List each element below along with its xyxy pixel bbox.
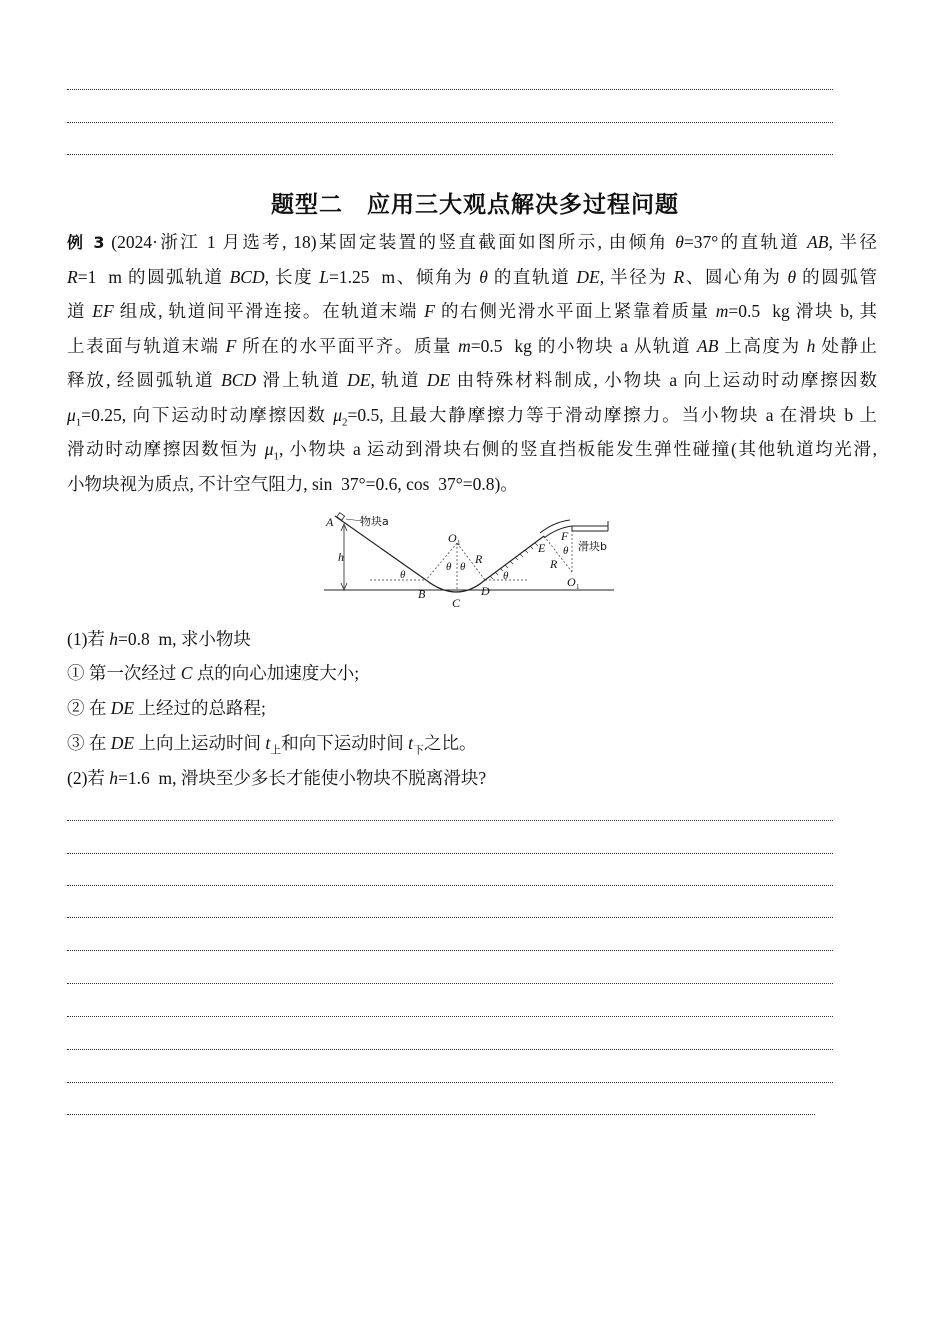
label-theta-right: θ bbox=[503, 570, 509, 582]
section-title: 题型二 应用三大观点解决多过程问题 bbox=[271, 192, 679, 218]
answer-line bbox=[67, 89, 833, 90]
answer-line bbox=[67, 1114, 815, 1115]
answer-line bbox=[67, 1082, 833, 1083]
label-f: F bbox=[561, 529, 569, 543]
label-a: A bbox=[326, 515, 334, 529]
answer-line bbox=[67, 950, 833, 951]
example-line-1: 例 3 (2024·浙江 1 月选考, 18)某固定装置的竖直截面如图所示, 由倾角 θ=37°的直轨道 AB, 半径 bbox=[67, 232, 878, 252]
label-theta-3: θ bbox=[563, 545, 569, 557]
answer-line bbox=[67, 885, 833, 886]
answer-line bbox=[67, 983, 833, 984]
label-theta-2: θ bbox=[460, 561, 466, 573]
example-line-5: 释放, 经圆弧轨道 BCD 滑上轨道 DE, 轨道 DE 由特殊材料制成, 小物块 a 向上运动时动摩擦因数 bbox=[67, 370, 877, 390]
question-1-part-2: ② 在 DE 上经过的总路程; bbox=[67, 698, 266, 718]
question-1-part-3: ③ 在 DE 上向上运动时间 $t_上$和向下运动时间 $t_下$之比。 bbox=[67, 733, 477, 757]
question-1: (1)若 h=0.8 m, 求小物块 bbox=[67, 629, 251, 649]
answer-line bbox=[67, 1049, 833, 1050]
answer-line bbox=[67, 820, 833, 821]
answer-line bbox=[67, 122, 833, 123]
example-line-6: $\mu_1=0.25$, 向下运动时动摩擦因数 $\mu_2=0.5$, 且最大静摩擦力等于滑动摩擦力。当小物块 a 在滑块 b 上 bbox=[67, 404, 877, 428]
label-o1-top: O bbox=[448, 531, 457, 545]
question-2: (2)若 h=1.6 m, 滑块至少多长才能使小物块不脱离滑块? bbox=[67, 768, 487, 788]
answer-line bbox=[67, 1016, 833, 1017]
label-theta-1: θ bbox=[446, 561, 452, 573]
example-line-3: 道 EF 组成, 轨道间平滑连接。在轨道末端 F 的右侧光滑水平面上紧靠着质量 m=0.5 kg 滑块 b, 其 bbox=[67, 301, 878, 321]
label-o1-right: O bbox=[567, 575, 576, 589]
answer-line bbox=[67, 917, 833, 918]
label-r-1: R bbox=[475, 552, 483, 566]
track-diagram bbox=[322, 508, 617, 613]
example-line-8: 小物块视为质点, 不计空气阻力, sin 37°=0.6, cos 37°=0.8)。 bbox=[67, 473, 518, 494]
label-block-a: 物块a bbox=[360, 515, 389, 528]
label-d: D bbox=[481, 584, 490, 598]
label-r-2: R bbox=[550, 557, 558, 571]
example-line-2: R=1 m 的圆弧轨道 BCD, 长度 L=1.25 m、倾角为 θ 的直轨道 DE, 半径为 R、圆心角为 θ 的圆弧管 bbox=[67, 266, 878, 287]
label-b: B bbox=[418, 587, 426, 601]
question-1-part-1: ① 第一次经过 C 点的向心加速度大小; bbox=[67, 663, 360, 683]
label-o1-right-sub: 1 bbox=[576, 583, 580, 591]
label-theta-left: θ bbox=[400, 569, 406, 581]
example-paragraph bbox=[67, 225, 877, 501]
label-c: C bbox=[452, 596, 461, 610]
answer-line bbox=[67, 154, 833, 155]
label-o1-top-sub: 1 bbox=[457, 539, 461, 547]
label-e: E bbox=[538, 541, 546, 555]
example-line-7: 滑动时动摩擦因数恒为 $\mu_1$, 小物块 a 运动到滑块右侧的竖直挡板能发生弹性碰撞(其他轨道均光滑, bbox=[67, 439, 878, 463]
label-block-b: 滑块b bbox=[578, 540, 607, 553]
example-line-4: 上表面与轨道末端 F 所在的水平面平齐。质量 m=0.5 kg 的小物块 a 从轨道 AB 上高度为 h 处静止 bbox=[67, 335, 878, 356]
answer-line bbox=[67, 853, 833, 854]
label-h: h bbox=[338, 550, 344, 564]
